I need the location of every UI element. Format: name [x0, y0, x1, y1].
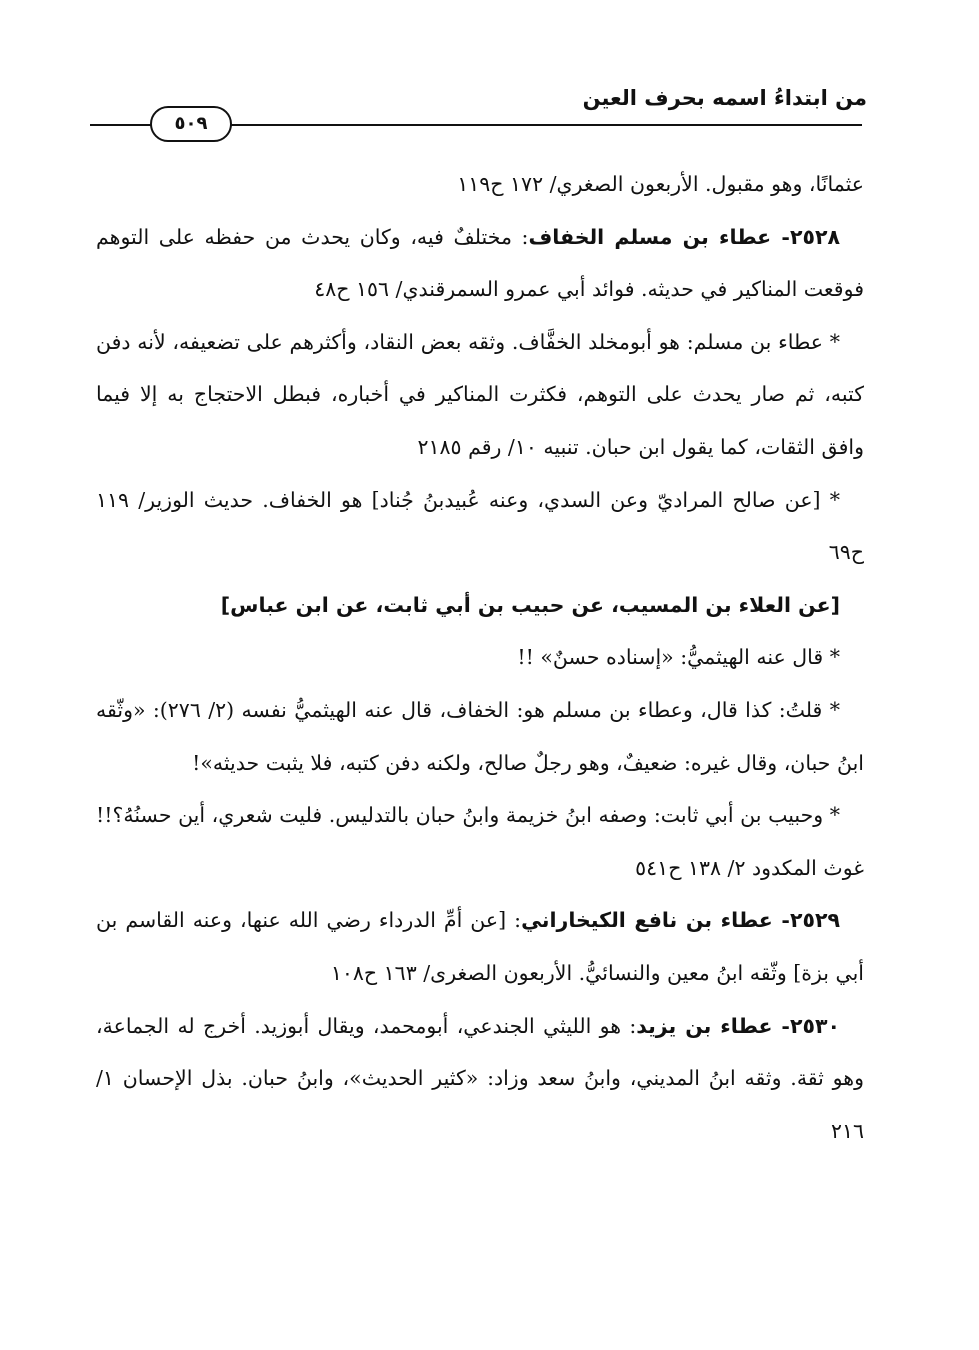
entry-name: عطاء بن مسلم الخفاف: [528, 224, 772, 249]
entry-dash: -: [772, 1013, 790, 1038]
entry-number: ٢٥٢٨: [789, 224, 840, 249]
entry-name: عطاء بن نافع الكيخاراني: [521, 908, 773, 933]
paragraph-continuation: عثمانًا، وهو مقبول. الأربعون الصغري/ ١٧٢ ح١١٩: [457, 172, 864, 196]
isnad-line: [عن العلاء بن المسيب، عن حبيب بن أبي ثابت، عن ابن عباس]: [220, 592, 840, 617]
entry-text: : مختلفٌ فيه، وكان يحدث من حفظه على التوهم فوقعت المناكير في حديثه. فوائد أبي عمرو السمرقندي/ ١٥٦ ح٤٨: [96, 224, 864, 302]
running-title: من ابتداءُ اسمه بحرف العين: [582, 86, 867, 110]
note-paragraph: * قال عنه الهيثميُّ: «إسناده حسنٌ» !!: [517, 645, 840, 670]
note-paragraph: * قلتُ: كذا قال، وعطاء بن مسلم هو: الخفاف، قال عنه الهيثميُّ نفسه (٢/ ٢٧٦): «وثّقه ابنُ حبان، وقال غيره: ضعيفٌ، وهو رجلٌ صالح، ولكنه دفن كتبه، فلا يثبت حديثه»!: [96, 697, 864, 775]
body-text: [96, 158, 864, 1157]
entry-text: : [عن أمِّ الدرداء رضي الله عنها، وعنه القاسم بن أبي بزة] وثّقه ابنُ معين والنسائيُّ. الأربعون الصغرى/ ١٦٣ ح١٠٨: [96, 908, 864, 985]
note-paragraph: * وحبيب بن أبي ثابت: وصفه ابنُ خزيمة وابنُ حبان بالتدليس. فليت شعري، أين حسنُهُ؟!! غوث المكدود ٢/ ١٣٨ ح٥٤١: [96, 803, 864, 880]
entry-number: ٢٥٢٩: [789, 908, 841, 933]
entry-text: : هو الليثي الجندعي، أبومحمد، ويقال أبوزيد. أخرج له الجماعة، وهو ثقة. وثقه ابنُ المديني، وابنُ سعد وزاد: «كثير الحديث»، وابنُ حبان. بذل الإحسان ١/ ٢١٦: [96, 1013, 864, 1143]
note-paragraph: * [عن صالح المراديّ وعن السدي، وعنه عُبيدبنُ جُناد] هو الخفاف. حديث الوزير/ ١١٩ ح٦٩: [96, 487, 864, 565]
entry-2529: [96, 894, 864, 999]
entry-dash: -: [772, 908, 790, 933]
entry-name: عطاء بن يزيد: [636, 1013, 773, 1038]
entry-2528: [96, 211, 864, 316]
entry-number: ٢٥٣٠: [789, 1013, 840, 1038]
entry-dash: -: [771, 224, 790, 249]
page-number-badge: ٥٠٩: [150, 106, 232, 142]
entry-2530: [96, 1000, 864, 1158]
note-paragraph: * عطاء بن مسلم: هو أبومخلد الخفَّاف. وثقه بعض النقاد، وأكثرهم على تضعيفه، لأنه دفن كتبه، ثم صار يحدث على التوهم، فكثرت المناكير في أخباره، فبطل الاحتجاج به إلا فيما وافق الثقات، كما يقول ابن حبان. تنبيه ١٠/ رقم ٢١٨٥: [96, 329, 864, 459]
